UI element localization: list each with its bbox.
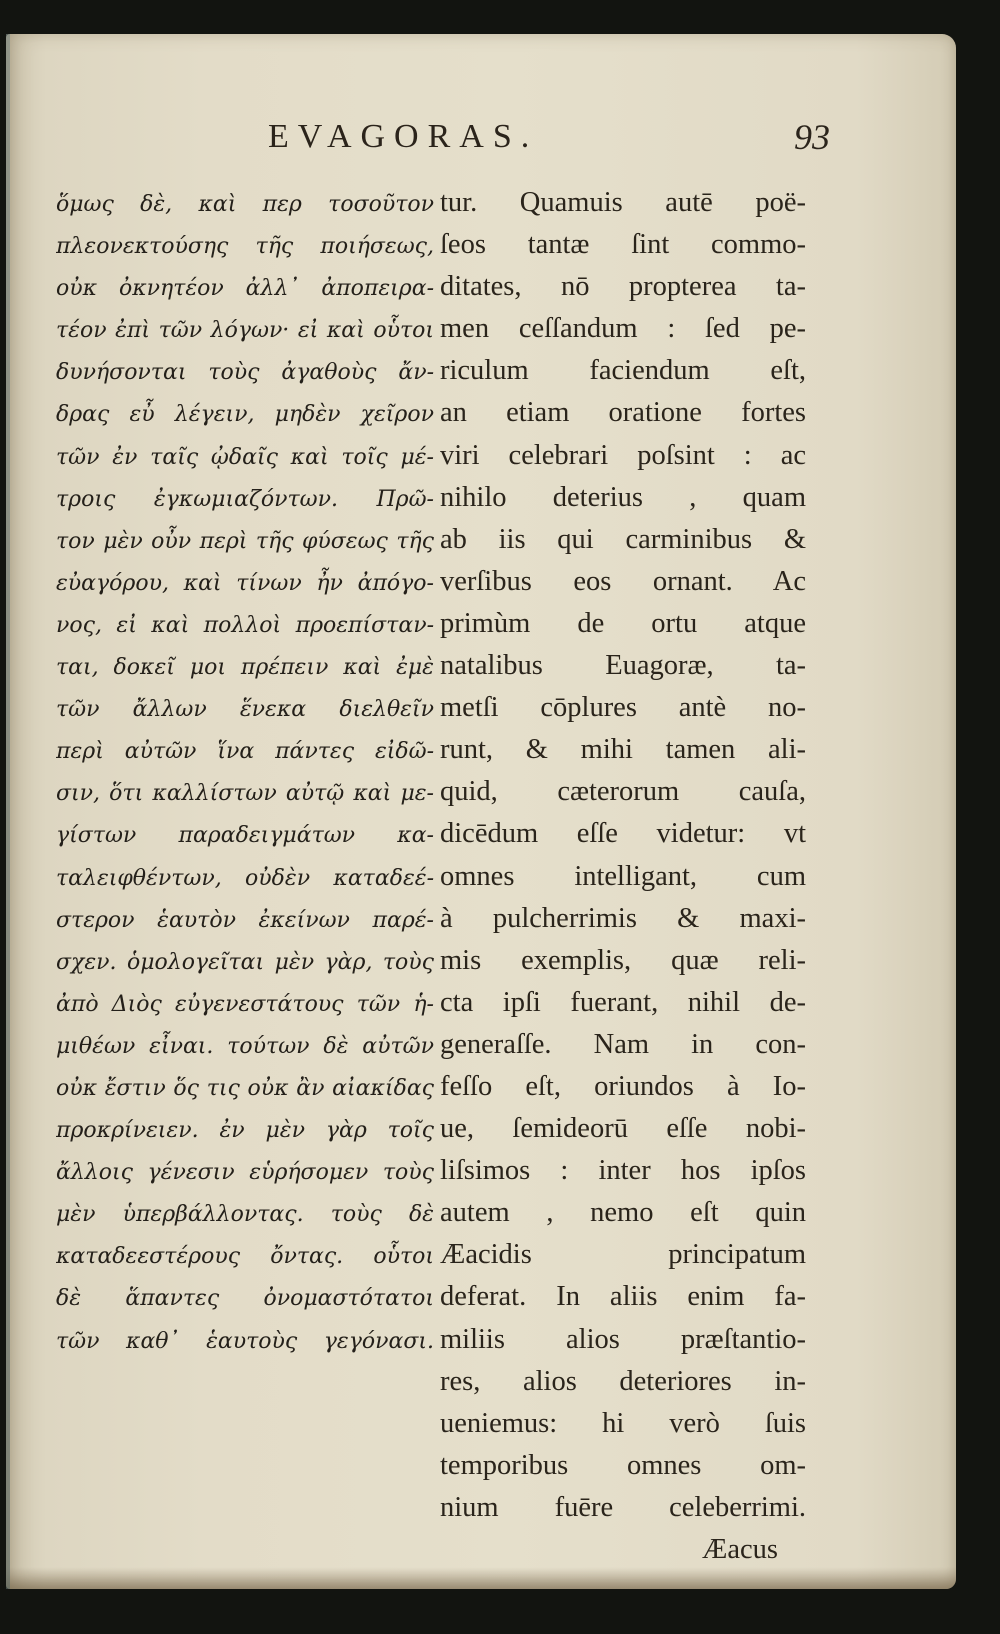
greek-text-line: τον μὲν οὖν περὶ τῆς φύσεως τῆς [56,528,434,554]
latin-text-line: ueniemus: hi verò ſuis [440,1407,806,1439]
latin-text-line: men ceſſandum : ſed pe- [440,313,806,345]
latin-text-line: Æacidis principatum [440,1239,806,1271]
greek-text-line: δρας εὖ λέγειν, μηδὲν χεῖρον [56,402,434,428]
latin-text-line: cta ipſi fuerant, nihil de- [440,986,806,1018]
latin-text-line: deferat. In aliis enim fa- [440,1281,806,1313]
greek-text-line: τῶν καθ᾽ ἑαυτοὺς γεγόνασι. [56,1328,434,1354]
latin-text-line: quid, cæterorum cauſa, [440,776,806,808]
greek-text-line: οὐκ ἔστιν ὅς τις οὐκ ἂν αἰακίδας [56,1075,434,1101]
binding-edge [6,34,10,1589]
latin-text-line: mis exemplis, quæ reli- [440,944,806,976]
greek-text-line: σχεν. ὁμολογεῖται μὲν γὰρ, τοὺς [56,949,434,975]
greek-text-line: δὲ ἅπαντες ὀνομαστότατοι [56,1286,434,1312]
latin-text-line: tur. Quamuis autē poë- [440,187,806,218]
latin-text-line: riculum faciendum eſt, [440,355,806,387]
latin-text-line: verſibus eos ornant. Ac [440,565,806,597]
latin-text-line: metſi cōplures antè no- [440,692,806,724]
greek-text-line: περὶ αὐτῶν ἵνα πάντες εἰδῶ- [56,739,434,765]
greek-text-line: τροις ἐγκωμιαζόντων. Πρῶ- [56,486,434,512]
latin-text-line: Æacus [702,1534,778,1565]
latin-text-line: dicēdum eſſe videtur: vt [440,818,806,850]
latin-text-line: liſsimos : inter hos ipſos [440,1155,806,1187]
latin-text-line: ſeos tantæ ſint commo- [440,229,806,261]
greek-text-line: τῶν ἄλλων ἕνεκα διελθεῖν [56,697,434,723]
latin-text-line: autem , nemo eſt quin [440,1197,806,1229]
greek-text-line: τέον ἐπὶ τῶν λόγων· εἰ καὶ οὗτοι [56,318,434,344]
latin-text-line: ditates, nō propterea ta- [440,271,806,303]
latin-text-line: primùm de ortu atque [440,607,806,639]
greek-text-line: ται, δοκεῖ μοι πρέπειν καὶ ἐμὲ [56,655,434,681]
page-header [6,110,956,160]
latin-text-line: à pulcherrimis & maxi- [440,902,806,934]
greek-text-line: οὐκ ὀκνητέον ἀλλ᾽ ἀποπειρα- [56,276,434,302]
latin-text-line: an etiam oratione fortes [440,397,806,429]
book-page [6,34,956,1589]
latin-text-line: nium fuēre celeberrimi. [440,1491,806,1523]
greek-text-line: ἀπὸ Διὸς εὐγενεστάτους τῶν ἡ- [56,991,434,1017]
latin-text-line: miliis alios præſtantio- [440,1323,806,1355]
greek-text-line: δυνήσονται τοὺς ἀγαθοὺς ἄν- [56,360,434,386]
greek-text-line: ταλειφθέντων, οὐδὲν καταδεέ- [56,865,434,891]
greek-text-line: στερον ἑαυτὸν ἐκείνων παρέ- [56,907,434,933]
latin-text-line: natalibus Euagoræ, ta- [440,650,806,682]
latin-text-column [440,182,806,1571]
greek-text-line: ὅμως δὲ, καὶ περ τοσοῦτον [56,192,434,217]
latin-text-line: temporibus omnes om- [440,1449,806,1481]
greek-text-line: πλεονεκτούσης τῆς ποιήσεως, [56,234,434,260]
latin-text-line: ue, ſemideorū eſſe nobi- [440,1113,806,1145]
latin-text-line: feſſo eſt, oriundos à Io- [440,1070,806,1102]
greek-text-line: εὐαγόρου, καὶ τίνων ἦν ἀπόγο- [56,570,434,596]
latin-text-line: nihilo deterius , quam [440,481,806,513]
greek-text-line: μὲν ὑπερβάλλοντας. τοὺς δὲ [56,1202,434,1228]
latin-text-line: ab iis qui carminibus & [440,523,806,555]
latin-text-line: res, alios deteriores in- [440,1365,806,1397]
latin-text-line: generaſſe. Nam in con- [440,1028,806,1060]
greek-text-line: τῶν ἐν ταῖς ᾠδαῖς καὶ τοῖς μέ- [56,444,434,470]
latin-text-line: omnes intelligant, cum [440,860,806,892]
page-number: 93 [794,117,830,157]
latin-text-line: viri celebrari poſsint : ac [440,439,806,471]
greek-text-line: καταδεεστέρους ὄντας. οὗτοι [56,1244,434,1270]
greek-text-line: προκρίνειεν. ἐν μὲν γὰρ τοῖς [56,1118,434,1144]
running-head: EVAGORAS. [268,118,539,155]
greek-text-line: νος, εἰ καὶ πολλοὶ προεπίσταν- [56,612,434,638]
latin-text-line: runt, & mihi tamen ali- [440,734,806,766]
greek-text-line: γίστων παραδειγμάτων κα- [56,823,434,849]
greek-text-column [56,184,434,1363]
greek-text-line: μιθέων εἶναι. τούτων δὲ αὐτῶν [56,1033,434,1059]
greek-text-line: ἄλλοις γένεσιν εὑρήσομεν τοὺς [56,1160,434,1186]
greek-text-line: σιν, ὅτι καλλίστων αὐτῷ καὶ με- [56,781,434,807]
